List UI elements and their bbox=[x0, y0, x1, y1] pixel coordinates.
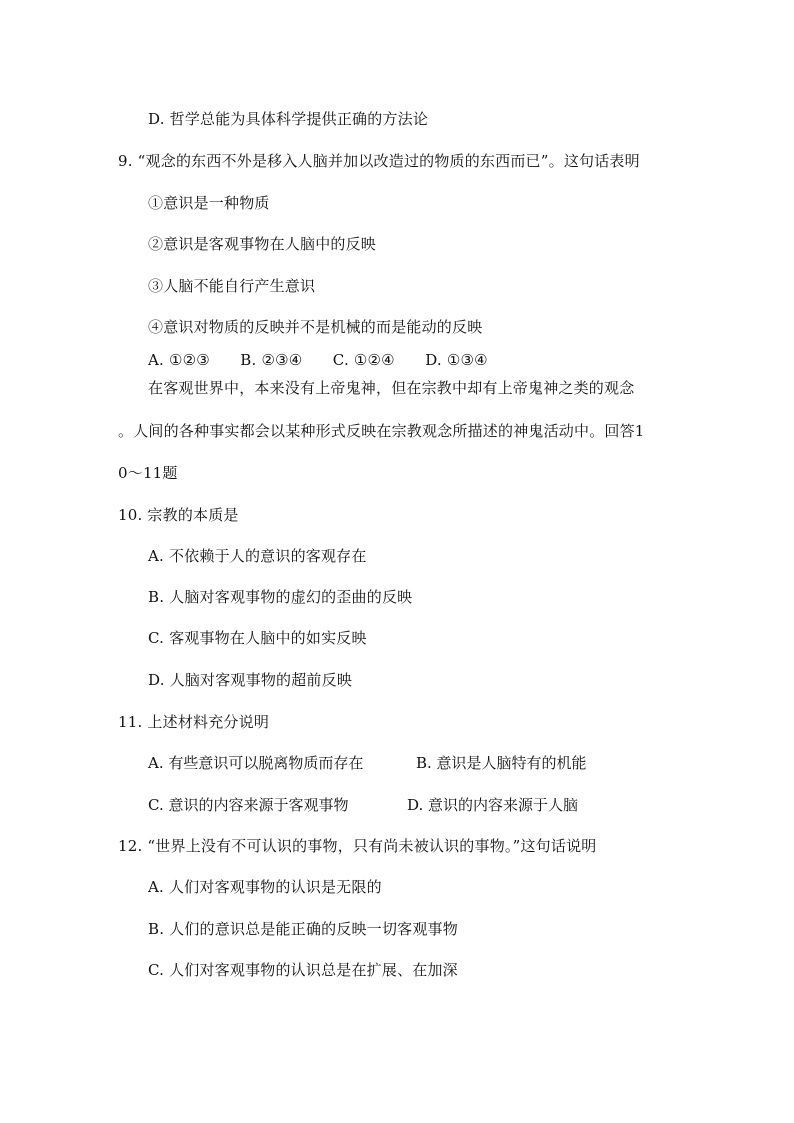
q11-option-d: D. 意识的内容来源于人脑 bbox=[407, 796, 579, 814]
passage-line-3: 0～11题 bbox=[118, 464, 178, 482]
q9-item-1: ①意识是一种物质 bbox=[148, 194, 270, 212]
q11-option-a: A. 有些意识可以脱离物质而存在 bbox=[148, 754, 364, 772]
q11-stem: 11. 上述材料充分说明 bbox=[118, 713, 270, 731]
passage-line-2: 。人间的各种事实都会以某种形式反映在宗教观念所描述的神鬼活动中。回答1 bbox=[118, 422, 645, 440]
q10-option-d: D. 人脑对客观事物的超前反映 bbox=[148, 671, 353, 689]
q8-option-d: D. 哲学总能为具体科学提供正确的方法论 bbox=[148, 110, 429, 128]
q9-stem: 9. “观念的东西不外是移入人脑并加以改造过的物质的东西而已”。这句话表明 bbox=[118, 152, 640, 170]
q9-choices: A. ①②③ B. ②③④ C. ①②④ D. ①③④ bbox=[148, 351, 488, 369]
q10-stem: 10. 宗教的本质是 bbox=[118, 506, 239, 524]
q9-item-2: ②意识是客观事物在人脑中的反映 bbox=[148, 235, 377, 253]
q9-item-3: ③人脑不能自行产生意识 bbox=[148, 277, 316, 295]
q12-option-c: C. 人们对客观事物的认识总是在扩展、在加深 bbox=[148, 961, 458, 979]
q12-option-a: A. 人们对客观事物的认识是无限的 bbox=[148, 878, 382, 896]
q10-option-b: B. 人脑对客观事物的虚幻的歪曲的反映 bbox=[148, 588, 413, 606]
q12-stem: 12. “世界上没有不可认识的事物，只有尚未被认识的事物。”这句话说明 bbox=[118, 837, 597, 855]
q12-option-b: B. 人们的意识总是能正确的反映一切客观事物 bbox=[148, 920, 458, 938]
q11-option-b: B. 意识是人脑特有的机能 bbox=[416, 754, 587, 772]
q11-option-c: C. 意识的内容来源于客观事物 bbox=[148, 796, 349, 814]
q9-item-4: ④意识对物质的反映并不是机械的而是能动的反映 bbox=[148, 318, 483, 336]
q10-option-c: C. 客观事物在人脑中的如实反映 bbox=[148, 629, 367, 647]
passage-line-1: 在客观世界中，本来没有上帝鬼神，但在宗教中却有上帝鬼神之类的观念 bbox=[148, 379, 635, 397]
q10-option-a: A. 不依赖于人的意识的客观存在 bbox=[148, 547, 367, 565]
